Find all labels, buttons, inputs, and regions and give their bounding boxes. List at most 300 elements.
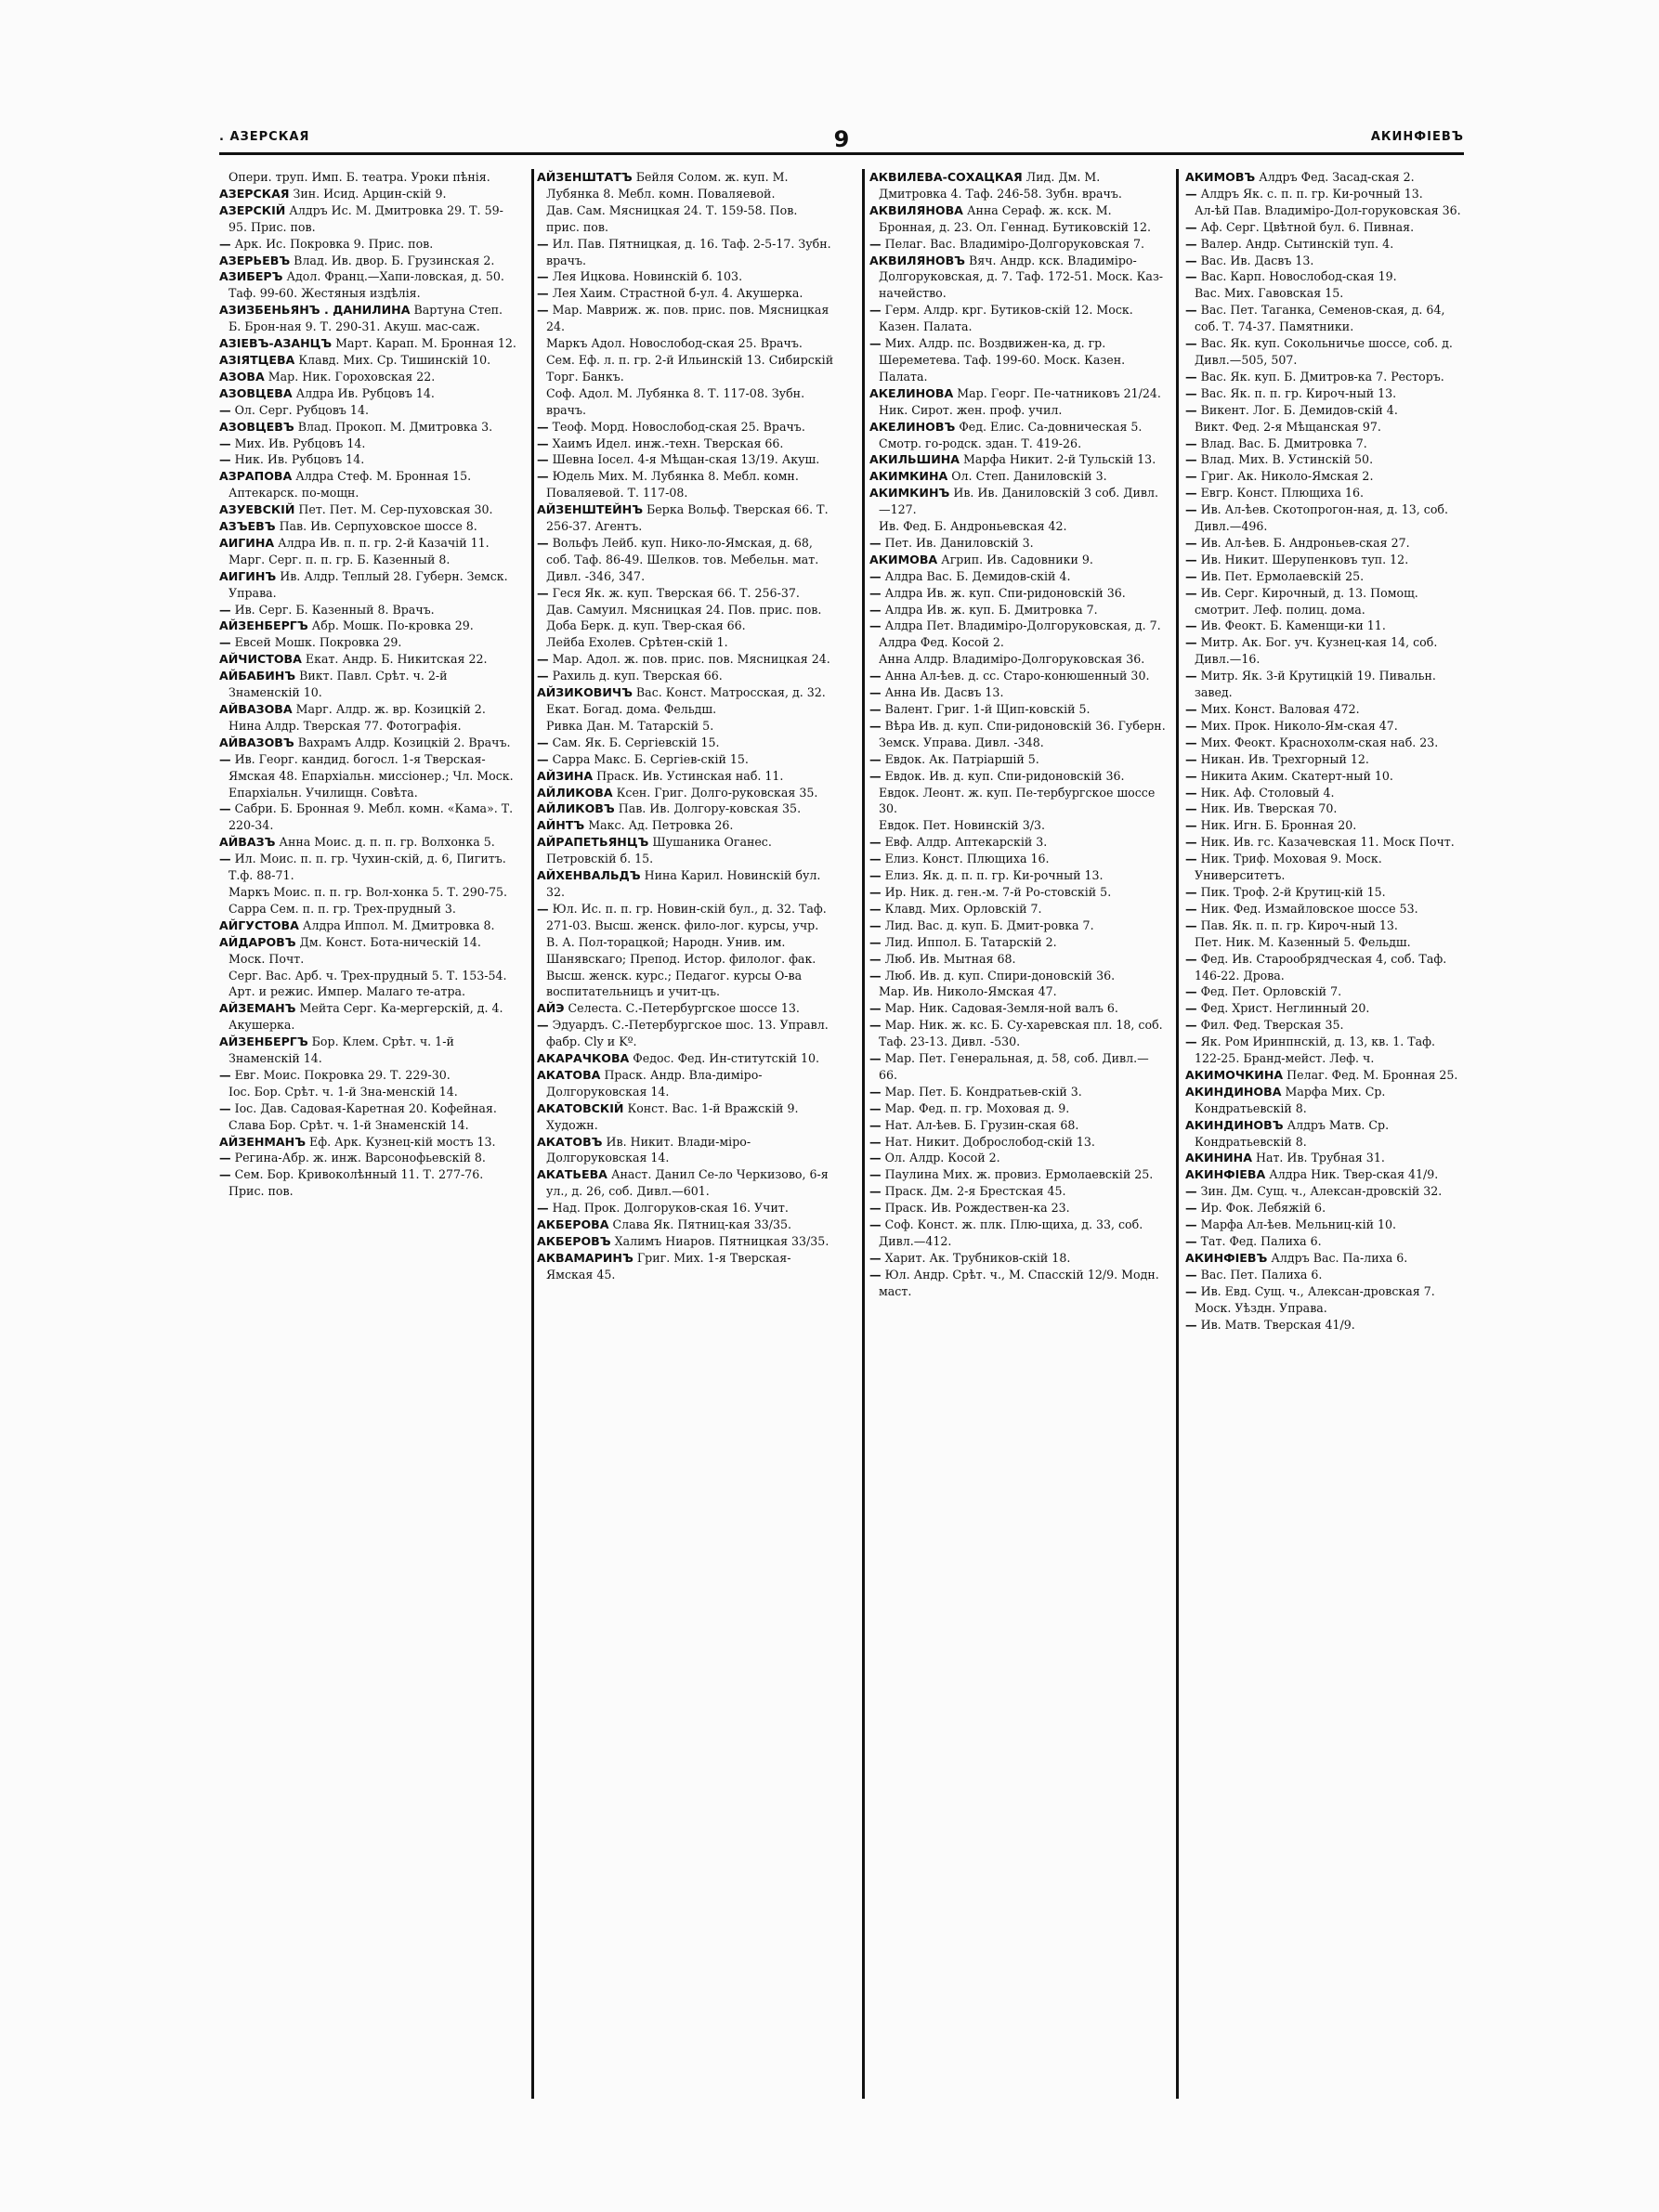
- directory-entry: [869, 1134, 1167, 1151]
- directory-entry: [869, 834, 1167, 851]
- directory-entry: [1185, 834, 1464, 851]
- directory-entry: [1185, 718, 1464, 735]
- directory-entry: [869, 535, 1167, 552]
- entry-text: Фед. Елис. Са-довническая 5. Смотр. го-родск. здан. Т. 419-26.: [879, 419, 1143, 450]
- entry-text: Ник. Игн. Б. Бронная 20.: [1196, 818, 1357, 833]
- directory-entry: [219, 202, 516, 236]
- directory-entry: [537, 1134, 834, 1167]
- entry-text: Еф. Арк. Кузнец-кiй мостъ 13.: [306, 1134, 496, 1149]
- directory-entry: [869, 934, 1167, 951]
- page-number: 9: [833, 126, 850, 152]
- entry-text: Вас. Як. куп. Сокольничье шоссе, соб. д. Дивл.—505, 507.: [1195, 336, 1453, 367]
- directory-entry: [869, 1050, 1167, 1084]
- directory-entry: [219, 419, 516, 436]
- directory-entry: [869, 684, 1167, 701]
- entry-text: Маркъ Адол. Новослобод-ская 25. Врачъ.: [546, 336, 803, 351]
- entry-heading: АИГИНА: [219, 535, 275, 550]
- entry-heading: —: [1185, 369, 1197, 384]
- entry-text: Ив. Серг. Б. Казенный 8. Врачъ.: [230, 602, 435, 617]
- entry-text: Праск. Андр. Вла-димiро-Долгоруковская 14.: [546, 1067, 763, 1099]
- entry-heading: АЗЕРСКАЯ: [219, 186, 290, 201]
- entry-text: Алдра Ник. Твер-ская 41/9.: [1265, 1167, 1439, 1182]
- entry-text: Валент. Григ. 1-й Щип-ковскiй 5.: [881, 702, 1091, 716]
- entry-heading: АКИМОВЪ: [1185, 170, 1256, 184]
- entry-heading: —: [869, 884, 882, 899]
- entry-heading: —: [869, 917, 882, 932]
- entry-heading: —: [869, 585, 882, 600]
- entry-heading: АЙЗЕНМАНЪ: [219, 1134, 307, 1149]
- directory-entry: [869, 867, 1167, 884]
- entry-heading: —: [537, 452, 549, 467]
- entry-text: Серг. Вас. Арб. ч. Трех-прудный 5. Т. 153-54. Арт. и режис. Импер. Малаго те-атра.: [229, 968, 507, 999]
- entry-text: Тат. Фед. Палиха 6.: [1196, 1234, 1322, 1248]
- directory-entry: [1185, 253, 1464, 269]
- entry-text: Ил. Моис. п. п. гр. Чухин-скiй, д. 6, Пигитъ. Т.ф. 88-71.: [229, 852, 506, 883]
- entry-heading: АКБЕРОВЪ: [537, 1234, 611, 1248]
- entry-heading: —: [1185, 835, 1197, 850]
- entry-heading: —: [1185, 951, 1197, 966]
- directory-entry: [1185, 568, 1464, 585]
- entry-heading: —: [1185, 917, 1197, 932]
- entry-text: Бейля Солом. ж. куп. М. Лубянка 8. Мебл. комн. Поваляевой.: [546, 170, 789, 201]
- directory-entry: [1185, 436, 1464, 452]
- entry-text: Соф. Адол. М. Лубянка 8. Т. 117-08. Зубн. врачъ.: [546, 385, 805, 417]
- entry-heading: АЗIЕВЪ-АЗАНЦЪ: [219, 336, 333, 351]
- entry-text: Нат. Никит. Доброслобод-скiй 13.: [881, 1134, 1095, 1149]
- entry-text: Ив. Георг. кандид. богосл. 1-я Тверская-Ямская 48. Епархiальн. миссiонер.; Чл. Моск. Епархiальн. Училищн. Совѣта.: [229, 751, 514, 800]
- entry-heading: —: [869, 618, 882, 633]
- entry-text: Влад. Вас. Б. Дмитровка 7.: [1196, 436, 1367, 450]
- directory-entry: [537, 668, 834, 684]
- directory-entry: [869, 951, 1167, 968]
- entry-text: Люб. Ив. д. куп. Спири-доновскiй 36.: [881, 968, 1116, 982]
- directory-entry: [1185, 451, 1464, 468]
- entry-heading: АКИМОВА: [869, 552, 938, 566]
- entry-text: Мих. Феокт. Краснохолм-ская наб. 23.: [1196, 735, 1439, 749]
- entry-text: Ив. Пет. Ермолаевскiй 25.: [1196, 568, 1365, 583]
- column-divider: [862, 169, 865, 2099]
- entry-text: Екат. Андр. Б. Никитская 22.: [301, 652, 488, 667]
- directory-entry: [537, 817, 834, 834]
- entry-text: Вѣра Ив. д. куп. Спи-ридоновскiй 36. Губерн. Земск. Управа. Дивл. -348.: [879, 718, 1166, 749]
- directory-entry: [219, 851, 516, 884]
- directory-entry: [869, 602, 1167, 618]
- directory-entry: [537, 634, 834, 651]
- entry-heading: —: [537, 236, 549, 251]
- entry-text: Агрип. Ив. Садовники 9.: [937, 552, 1093, 566]
- entry-text: Вас. Конст. Матросская, д. 32. Екат. Богад. дома. Фельдш.: [546, 685, 826, 716]
- entry-heading: —: [537, 303, 549, 318]
- entry-heading: АЙХЕНВАЛЬДЪ: [537, 868, 641, 883]
- entry-heading: —: [869, 868, 882, 883]
- entry-text: Алдра Фед. Косой 2.: [879, 635, 1004, 650]
- entry-heading: —: [869, 835, 882, 850]
- directory-entry: [1185, 1267, 1464, 1283]
- directory-entry: [537, 585, 834, 602]
- entry-heading: —: [1185, 385, 1197, 400]
- entry-text: Ив. Ив. Даниловскiй 3 соб. Дивл.—127.: [879, 486, 1159, 517]
- directory-entry: [869, 1250, 1167, 1267]
- entry-text: Макс. Ад. Петровка 26.: [584, 818, 734, 833]
- directory-entry: [1185, 1034, 1464, 1067]
- directory-entry: [219, 369, 516, 385]
- entry-heading: АЗОВЦЕВА: [219, 385, 293, 400]
- directory-entry: [869, 585, 1167, 602]
- entry-text: Лид. Дм. М. Дмитровка 4. Таф. 246-58. Зубн. врачъ.: [879, 170, 1122, 201]
- entry-heading: —: [1185, 984, 1197, 999]
- entry-heading: АКИНФIЕВА: [1185, 1167, 1266, 1182]
- directory-entry: [219, 501, 516, 518]
- entry-heading: —: [219, 751, 231, 766]
- directory-entry: [1185, 851, 1464, 884]
- entry-text: Мар. Ник. ж. кс. Б. Су-харевская пл. 18, соб. Таф. 23-13. Дивл. -530.: [879, 1018, 1163, 1049]
- entry-text: Алдра Ив. п. п. гр. 2-й Казачiй 11.: [274, 535, 490, 550]
- entry-text: Алдра Ив. Рубцовъ 14.: [292, 385, 435, 400]
- entry-text: Никита Аким. Скатерт-ный 10.: [1196, 768, 1393, 783]
- entry-text: Алдръ Ис. М. Дмитровка 29. Т. 59-95. Прис. пов.: [229, 202, 503, 234]
- entry-heading: АКИЛЬШИНА: [869, 452, 960, 467]
- entry-heading: —: [869, 1250, 882, 1265]
- entry-text: Влад. Ив. двор. Б. Грузинская 2.: [290, 253, 495, 267]
- directory-entry: [869, 651, 1167, 668]
- entry-text: Нина Карил. Новинскiй бул. 32.: [546, 868, 821, 899]
- entry-heading: —: [1185, 585, 1197, 600]
- entry-text: Вяч. Андр. кск. Владимiро-Долгоруковская, д. 7. Таф. 172-51. Моск. Каз-начейство.: [879, 253, 1164, 301]
- entry-heading: —: [1185, 702, 1197, 716]
- entry-text: Ник. Ив. гс. Казачевская 11. Моск Почт.: [1196, 835, 1455, 850]
- directory-entry: [869, 485, 1167, 518]
- entry-heading: АЙВАЗОВЪ: [219, 735, 294, 749]
- directory-entry: [1185, 1166, 1464, 1183]
- entry-heading: АКАТЬЕВА: [537, 1167, 607, 1182]
- entry-text: Митр. Як. 3-й Крутицкiй 19. Пивальн. завед.: [1195, 669, 1436, 700]
- entry-text: Нина Алдр. Тверская 77. Фотографія.: [229, 718, 462, 733]
- entry-heading: —: [1185, 718, 1197, 733]
- entry-text: Фед. Ив. Старообрядческая 4, соб. Таф. 146-22. Дрова.: [1195, 951, 1447, 982]
- entry-text: Ир. Фок. Лебяжiй 6.: [1196, 1201, 1326, 1216]
- entry-text: Адол. Франц.—Хапи-ловская, д. 50. Таф. 99-60. Жестяныя издѣлія.: [229, 269, 504, 301]
- entry-text: Ив. Фед. Б. Андроньевская 42.: [879, 519, 1067, 534]
- entry-text: Мар. Ник. Гороховская 22.: [264, 369, 436, 384]
- entry-heading: —: [1185, 852, 1197, 866]
- directory-entry: [219, 169, 516, 186]
- directory-entry: [537, 535, 834, 585]
- entry-text: Дав. Сам. Мясницкая 24. Т. 159-58. Пов. прис. пов.: [546, 202, 798, 234]
- entry-text: Эдуардъ. С.-Петербургское шос. 13. Управл. фабр. Cly и Kº.: [546, 1018, 829, 1049]
- directory-entry: [537, 1017, 834, 1050]
- directory-entry: [869, 568, 1167, 585]
- directory-entry: [869, 451, 1167, 468]
- entry-text: Фил. Фед. Тверская 35.: [1196, 1018, 1344, 1033]
- entry-heading: —: [219, 1167, 231, 1182]
- entry-text: Аф. Серг. Цвѣтной бул. 6. Пивная.: [1196, 219, 1415, 234]
- entry-text: Шевна Iосел. 4-я Мѣщан-ская 13/19. Акуш.: [548, 452, 820, 467]
- entry-text: Над. Прок. Долгоруков-ская 16. Учит.: [548, 1201, 789, 1216]
- entry-heading: АЗОВЦЕВЪ: [219, 419, 294, 434]
- directory-entry: [537, 1200, 834, 1217]
- entry-heading: —: [869, 236, 882, 251]
- entry-text: Ник. Триф. Моховая 9. Моск. Университетъ.: [1195, 852, 1382, 883]
- directory-entry: [1185, 501, 1464, 535]
- header-left-guideword: . АЗЕРСКАЯ: [219, 130, 310, 144]
- entry-text: Слава Бор. Срѣт. ч. 1-й Знаменскiй 14.: [229, 1117, 469, 1132]
- directory-entry: [537, 751, 834, 768]
- entry-heading: АЙВАЗОВА: [219, 702, 293, 716]
- directory-entry: [219, 268, 516, 302]
- entry-text: Мар. Адол. ж. пов. прис. пов. Мясницкая 24.: [548, 652, 830, 667]
- directory-entry: [219, 468, 516, 501]
- entry-text: Мих. Алдр. пс. Воздвижен-ка, д. гр. Шереметева. Таф. 199-60. Моск. Казен. Палата.: [879, 336, 1126, 384]
- entry-heading: —: [219, 1100, 231, 1115]
- entry-text: Мих. Прок. Николо-Ям-ская 47.: [1196, 718, 1398, 733]
- entry-text: Геся Як. ж. куп. Тверская 66. Т. 256-37.: [548, 585, 800, 600]
- directory-entry: [219, 302, 516, 335]
- directory-entry: [869, 884, 1167, 901]
- column-2: [537, 169, 834, 2101]
- entry-text: Алдра Пет. Владимiро-Долгоруковская, д. 7.: [881, 618, 1161, 633]
- entry-heading: —: [1185, 785, 1197, 800]
- entry-text: Елиз. Як. д. п. п. гр. Ки-рочный 13.: [881, 868, 1104, 883]
- directory-entry: [219, 651, 516, 668]
- directory-entry: [537, 419, 834, 436]
- entry-text: Евг. Моис. Покровка 29. Т. 229-30.: [230, 1067, 451, 1082]
- entry-heading: —: [537, 585, 549, 600]
- directory-entry: [1185, 1084, 1464, 1117]
- entry-heading: —: [1185, 219, 1197, 234]
- entry-text: Мих. Конст. Валовая 472.: [1196, 702, 1360, 716]
- entry-text: Алдръ Як. с. п. п. гр. Ки-рочный 13.: [1196, 186, 1423, 201]
- entry-text: Маркъ Моис. п. п. гр. Вол-хонка 5. Т. 290-75.: [229, 884, 508, 899]
- entry-heading: —: [219, 236, 231, 251]
- entry-text: Юл. Андр. Срѣт. ч., М. Спасскiй 12/9. Модн. маст.: [879, 1267, 1159, 1298]
- entry-heading: —: [869, 1051, 882, 1066]
- entry-heading: —: [537, 469, 549, 484]
- directory-entry: [219, 901, 516, 917]
- entry-heading: АКИНИНА: [1185, 1151, 1252, 1165]
- entry-text: Абр. Мошк. По-кровка 29.: [307, 618, 474, 633]
- directory-entry: [1185, 634, 1464, 668]
- entry-heading: АИГИНЪ: [219, 568, 277, 583]
- directory-entry: [537, 352, 834, 385]
- directory-entry: [869, 1183, 1167, 1200]
- directory-entry: [1185, 302, 1464, 335]
- directory-entry: [537, 268, 834, 285]
- entry-text: Вольфъ Лейб. куп. Нико-ло-Ямская, д. 68, соб. Таф. 86-49. Шелков. тов. Мебельн. мат. Дивл. -346, 347.: [546, 535, 819, 583]
- directory-entry: [219, 618, 516, 634]
- entry-text: Вахрамъ Алдр. Козицкiй 2. Врачъ.: [294, 735, 511, 749]
- entry-text: Алдра Ив. ж. куп. Б. Дмитровка 7.: [881, 602, 1098, 617]
- directory-entry: [537, 785, 834, 801]
- entry-heading: —: [1185, 303, 1197, 318]
- entry-text: Фед. Христ. Неглинный 20.: [1196, 1001, 1370, 1016]
- directory-entry: [1185, 951, 1464, 984]
- directory-entry: [219, 535, 516, 552]
- directory-entry: [869, 817, 1167, 834]
- entry-heading: —: [1185, 552, 1197, 566]
- entry-heading: —: [1185, 768, 1197, 783]
- entry-heading: —: [869, 303, 882, 318]
- directory-entry: [219, 186, 516, 202]
- entry-text: Марфа Никит. 2-й Тульскiй 13.: [960, 452, 1156, 467]
- entry-heading: —: [869, 951, 882, 966]
- entry-text: Викт. Фед. 2-я Мѣщанская 97.: [1195, 419, 1381, 434]
- entry-heading: —: [1185, 1267, 1197, 1282]
- entry-text: Дм. Конст. Бота-ническiй 14. Моск. Почт.: [229, 934, 481, 966]
- directory-entry: [869, 968, 1167, 984]
- directory-entry: [1185, 785, 1464, 801]
- entry-heading: —: [219, 635, 231, 650]
- entry-text: Евдок. Пет. Новинскiй 3/3.: [879, 818, 1045, 833]
- entry-text: Ив. Никит. Шерупенковъ туп. 12.: [1196, 552, 1409, 566]
- directory-entry: [1185, 1233, 1464, 1250]
- entry-text: Ксен. Григ. Долго-руковская 35.: [612, 785, 818, 800]
- entry-heading: —: [1185, 452, 1197, 467]
- entry-text: Мар. Пет. Б. Кондратьев-скiй 3.: [881, 1084, 1082, 1099]
- directory-entry: [219, 884, 516, 901]
- directory-entry: [219, 735, 516, 751]
- entry-text: Берка Вольф. Тверская 66. Т. 256-37. Агентъ.: [546, 502, 829, 534]
- entry-heading: АЙЗЕМАНЪ: [219, 1001, 296, 1016]
- entry-text: Вас. Як. куп. Б. Дмитров-ка 7. Ресторъ.: [1196, 369, 1444, 384]
- entry-text: Лея Ицкова. Новинскiй б. 103.: [548, 269, 743, 284]
- entry-heading: АКИНДИНОВА: [1185, 1084, 1282, 1099]
- directory-entry: [1185, 1250, 1464, 1267]
- entry-text: Рахиль д. куп. Тверская 66.: [548, 669, 723, 683]
- directory-entry: [219, 568, 516, 602]
- entry-heading: —: [537, 436, 549, 450]
- directory-entry: [1185, 1317, 1464, 1334]
- directory-entry: [219, 1000, 516, 1034]
- entry-heading: АКИМКИНЪ: [869, 486, 950, 501]
- directory-entry: [1185, 219, 1464, 236]
- directory-entry: [869, 718, 1167, 751]
- entry-heading: —: [1185, 436, 1197, 450]
- entry-text: Вас. Пет. Палиха 6.: [1196, 1267, 1323, 1282]
- entry-text: Iос. Бор. Срѣт. ч. 1-й Зна-менскiй 14.: [229, 1084, 458, 1099]
- column-divider: [1176, 169, 1179, 2099]
- entry-text: Григ. Ак. Николо-Ямская 2.: [1196, 469, 1374, 484]
- entry-heading: —: [869, 1167, 882, 1182]
- column-3: [869, 169, 1167, 2101]
- directory-entry: [537, 684, 834, 718]
- entry-text: Паулина Мих. ж. провиз. Ермолаевскiй 25.: [881, 1167, 1154, 1182]
- directory-entry: [1185, 402, 1464, 419]
- directory-entry: [537, 1050, 834, 1067]
- directory-entry: [869, 335, 1167, 385]
- entry-text: Ал-ѣй Пав. Владимiро-Дол-горуковская 36.: [1195, 202, 1461, 217]
- directory-entry: [537, 735, 834, 751]
- directory-entry: [1185, 817, 1464, 834]
- entry-text: Пет. Пет. М. Сер-пуховская 30.: [294, 502, 493, 517]
- directory-entry: [219, 1150, 516, 1166]
- entry-text: Ив. Феокт. Б. Каменщи-ки 11.: [1196, 618, 1386, 633]
- directory-entry: [537, 651, 834, 668]
- directory-entry: [869, 768, 1167, 785]
- entry-text: Вас. Ив. Дасвъ 13.: [1196, 253, 1314, 267]
- entry-heading: —: [869, 852, 882, 866]
- entry-heading: АЗЪЕВЪ: [219, 519, 276, 534]
- entry-text: Ник. Аф. Столовый 4.: [1196, 785, 1335, 800]
- entry-text: Лид. Вас. д. куп. Б. Дмит-ровка 7.: [881, 917, 1094, 932]
- entry-text: Анна Алдр. Владимiро-Долгоруковская 36.: [879, 652, 1145, 667]
- entry-heading: АЙЗЕНШТЕЙНЪ: [537, 502, 644, 517]
- entry-text: Алдра Стеф. М. Бронная 15. Аптекарск. по-мощн.: [229, 469, 472, 501]
- entry-heading: АЙВАЗЪ: [219, 835, 276, 850]
- entry-text: Мих. Ив. Рубцовъ 14.: [230, 436, 366, 450]
- directory-entry: [219, 668, 516, 701]
- entry-heading: АЙЗИКОВИЧЪ: [537, 685, 633, 700]
- entry-heading: —: [1185, 1184, 1197, 1199]
- directory-entry: [537, 768, 834, 785]
- entry-heading: —: [219, 1151, 231, 1165]
- directory-entry: [537, 501, 834, 535]
- directory-entry: [1185, 369, 1464, 385]
- entry-text: Вас. Як. п. п. гр. Кироч-ный 13.: [1196, 385, 1397, 400]
- entry-text: Елиз. Конст. Плющиха 16.: [881, 852, 1050, 866]
- entry-text: Митр. Ак. Бог. уч. Кузнец-кая 14, соб. Дивл.—16.: [1195, 635, 1438, 667]
- entry-heading: —: [537, 735, 549, 749]
- entry-heading: —: [869, 568, 882, 583]
- entry-text: Анна Моис. д. п. п. гр. Волхонка 5.: [275, 835, 495, 850]
- entry-heading: —: [537, 652, 549, 667]
- entry-text: Алдра Вас. Б. Демидов-скiй 4.: [881, 568, 1071, 583]
- directory-entry: [219, 701, 516, 718]
- entry-text: Евф. Алдр. Аптекарскiй 3.: [881, 835, 1048, 850]
- entry-text: Ол. Серг. Рубцовъ 14.: [230, 402, 369, 417]
- entry-heading: —: [869, 1084, 882, 1099]
- directory-entry: [537, 1217, 834, 1233]
- entry-text: Пелаг. Фед. М. Бронная 25.: [1283, 1067, 1458, 1082]
- directory-entry: [1185, 1000, 1464, 1017]
- entry-heading: —: [869, 702, 882, 716]
- entry-text: Мар. Ник. Садовая-Земля-ной валъ 6.: [881, 1001, 1118, 1016]
- directory-entry: [1185, 1183, 1464, 1200]
- entry-text: Алдра Ив. ж. куп. Спи-ридоновскiй 36.: [881, 585, 1126, 600]
- directory-entry: [219, 451, 516, 468]
- directory-entry: [869, 701, 1167, 718]
- directory-entry: [1185, 901, 1464, 917]
- directory-entry: [869, 668, 1167, 684]
- entry-text: Ив. Алдр. Теплый 28. Губерн. Земск. Управа.: [229, 568, 508, 600]
- entry-text: Соф. Конст. ж. плк. Плю-щиха, д. 33, соб. Дивл.—412.: [879, 1217, 1143, 1248]
- entry-heading: —: [1185, 486, 1197, 501]
- entry-text: Евгр. Конст. Плющиха 16.: [1196, 486, 1364, 501]
- page-header: [219, 121, 1464, 158]
- entry-heading: —: [1185, 336, 1197, 351]
- entry-text: Пав. Як. п. п. гр. Кироч-ный 13.: [1196, 917, 1398, 932]
- directory-entry: [537, 335, 834, 352]
- directory-entry: [219, 1084, 516, 1100]
- entry-heading: АКЕЛИНОВЪ: [869, 419, 956, 434]
- directory-entry: [537, 867, 834, 901]
- entry-text: Евдок. Ив. д. куп. Спи-ридоновскiй 36.: [881, 768, 1125, 783]
- entry-heading: АКАТОВЪ: [537, 1134, 603, 1149]
- entry-text: Сабри. Б. Бронная 9. Мебл. комн. «Кама». Т. 220-34.: [229, 801, 514, 833]
- entry-text: Евдок. Леонт. ж. куп. Пе-тербургское шоссе 30.: [879, 785, 1156, 816]
- directory-entry: [1185, 552, 1464, 568]
- entry-text: Влад. Прокоп. М. Дмитровка 3.: [294, 419, 493, 434]
- entry-text: Клавд. Мих. Орловскiй 7.: [881, 901, 1042, 916]
- entry-text: Григ. Мих. 1-я Тверская-Ямская 45.: [546, 1250, 791, 1282]
- entry-heading: —: [869, 336, 882, 351]
- entry-text: Вас. Пет. Таганка, Семенов-ская, д. 64, соб. Т. 74-37. Памятники.: [1195, 303, 1445, 334]
- directory-entry: [869, 1017, 1167, 1050]
- directory-entry: [1185, 751, 1464, 768]
- entry-heading: АЗРАПОВА: [219, 469, 293, 484]
- entry-heading: —: [869, 768, 882, 783]
- directory-entry: [1185, 768, 1464, 785]
- entry-text: Мар. Георг. Пе-чатниковъ 21/24. Ник. Сирот. жен. проф. учил.: [879, 385, 1161, 417]
